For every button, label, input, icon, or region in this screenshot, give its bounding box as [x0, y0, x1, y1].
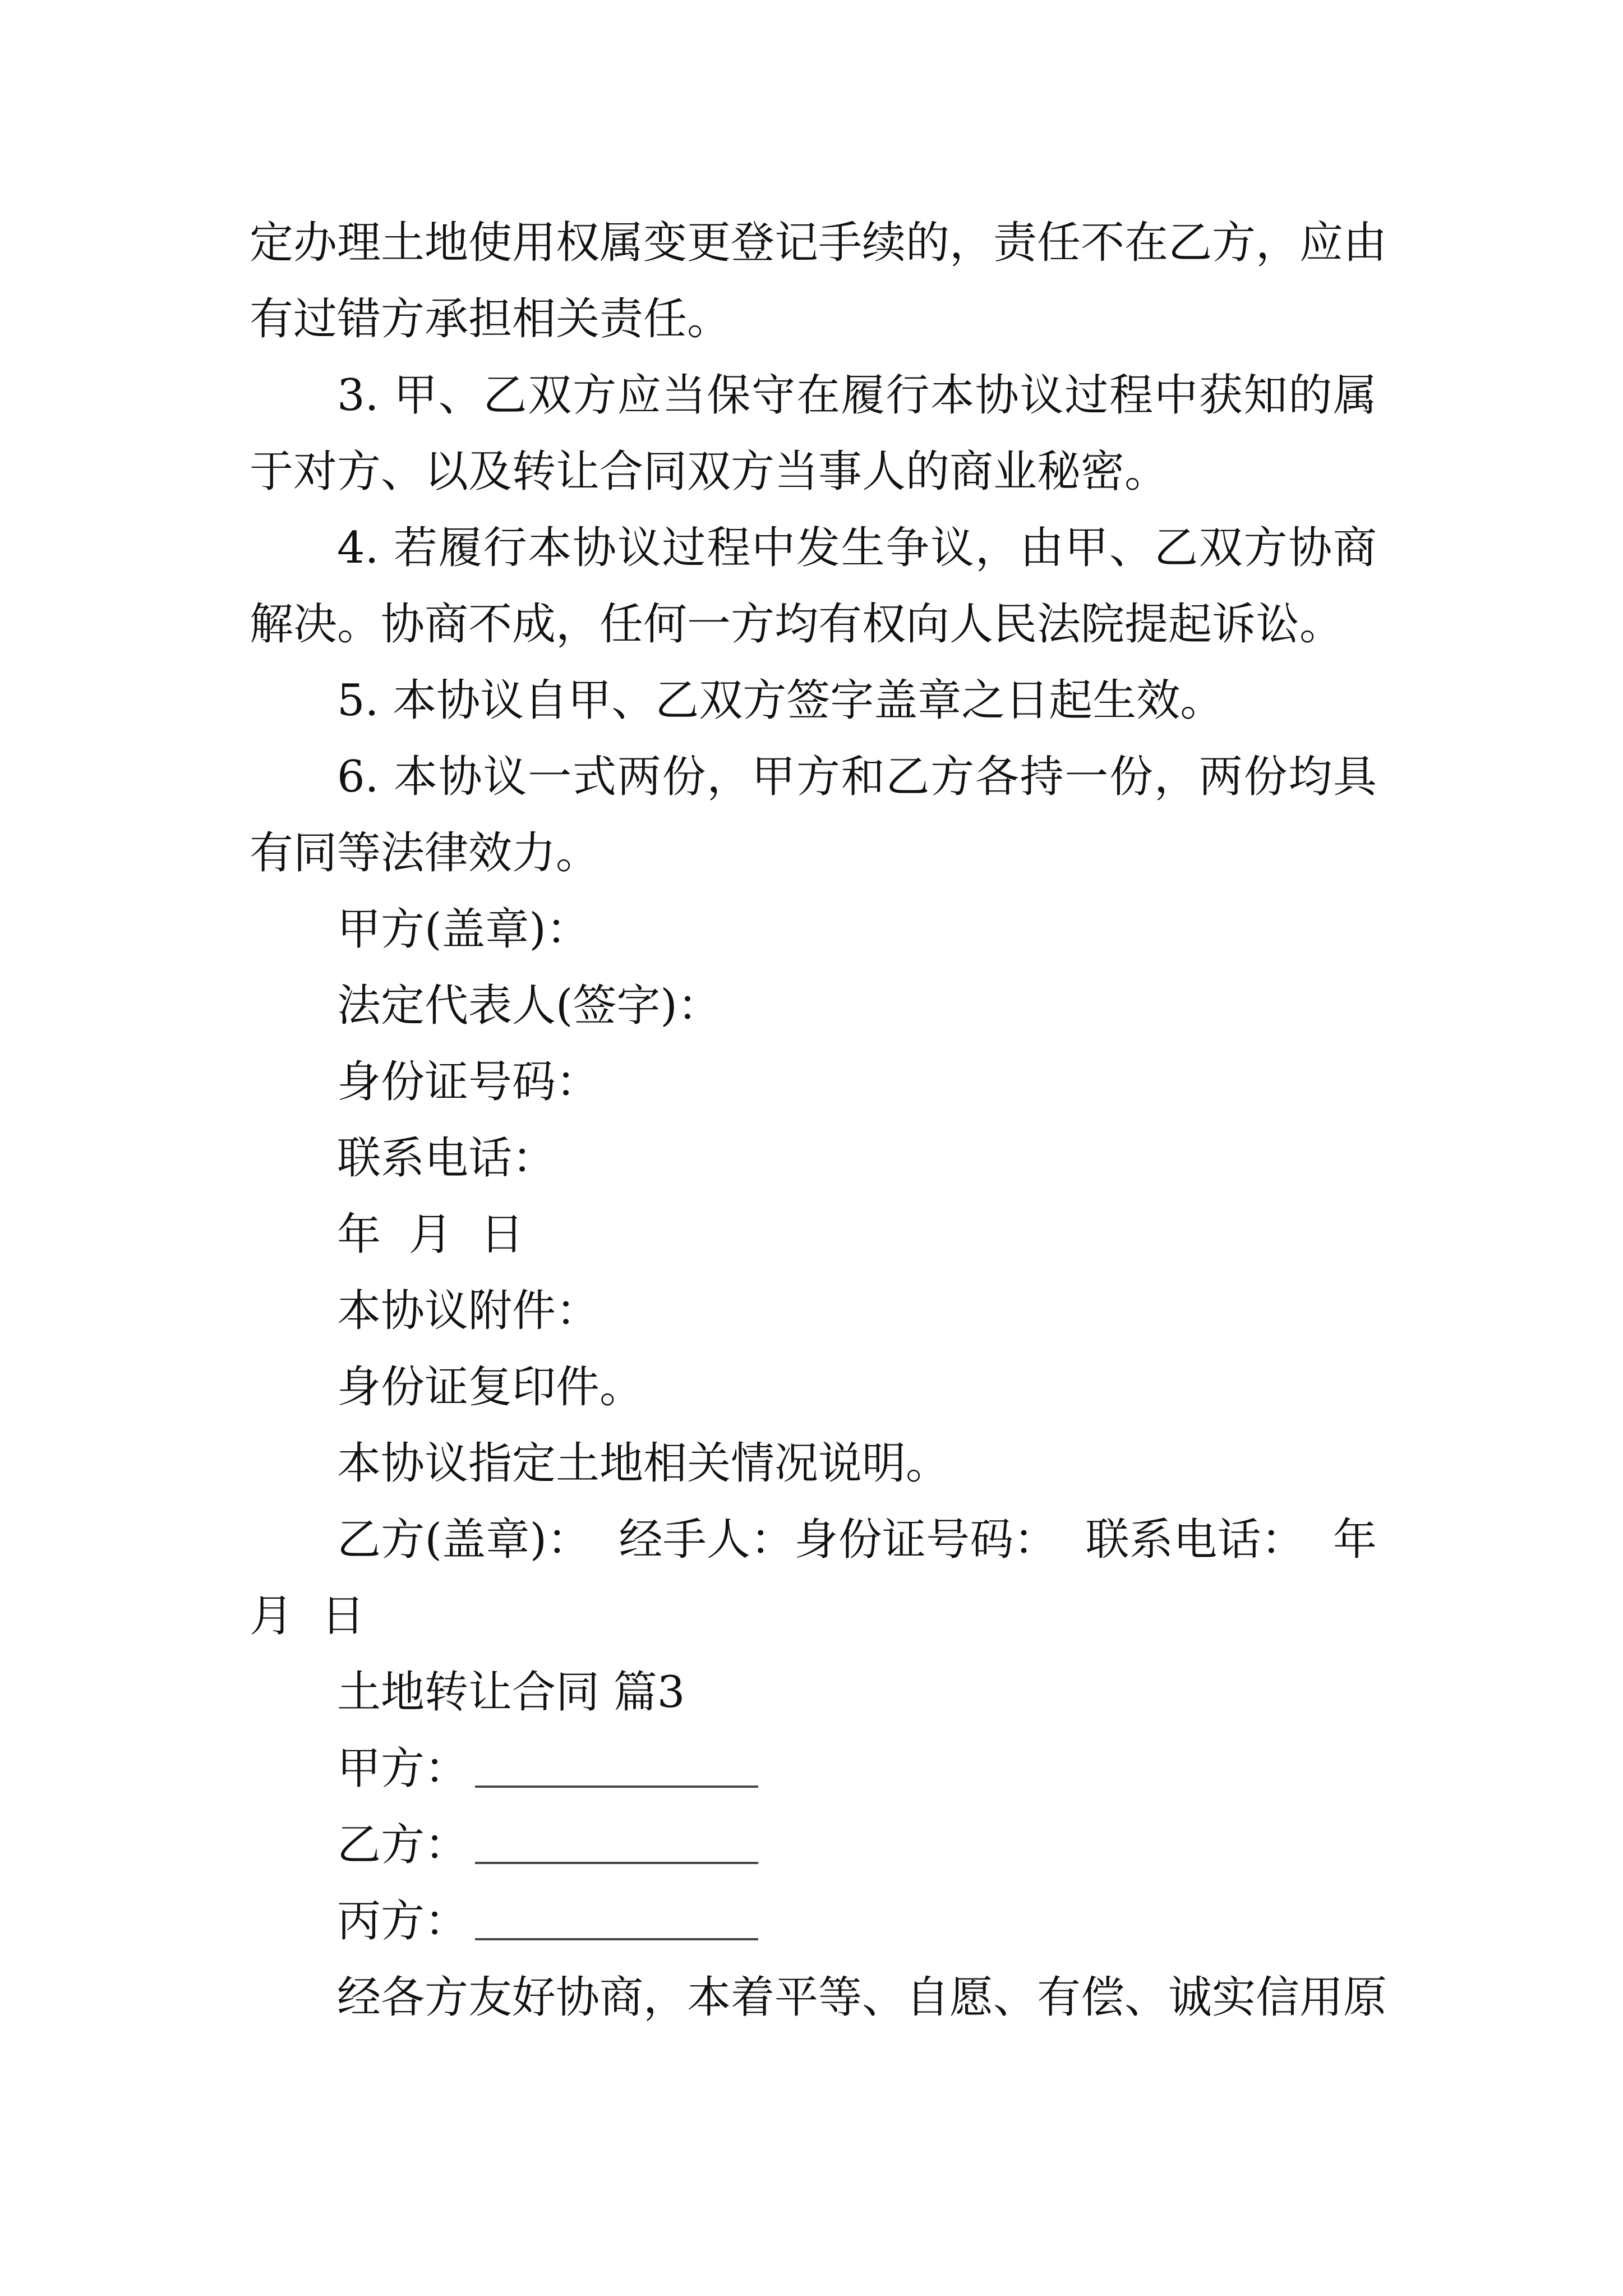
clause-3-line: 3. 甲、乙双方应当保守在履行本协议过程中获知的属 — [337, 370, 1377, 421]
attachment-item: 身份证复印件。 — [337, 1362, 644, 1412]
paragraph-line: 月 日 — [250, 1591, 365, 1641]
section-title: 土地转让合同 篇3 — [337, 1667, 685, 1718]
legal-representative-label: 法定代表人(签字)： — [337, 981, 721, 1031]
party-a-label: 甲方： — [337, 1743, 469, 1794]
id-number-label: 身份证号码： — [337, 1057, 600, 1107]
attachment-item: 本协议指定土地相关情况说明。 — [337, 1438, 950, 1489]
paragraph-line: 有同等法律效力。 — [250, 828, 600, 878]
paragraph-line: 定办理土地使用权属变更登记手续的，责任不在乙方，应由 — [250, 218, 1387, 268]
party-c-field — [250, 1883, 1377, 1959]
party-b-field — [250, 1807, 1377, 1883]
document-body — [250, 205, 1387, 2036]
phone-label: 联系电话： — [337, 1133, 556, 1184]
party-a-field — [250, 1731, 1377, 1807]
attachments-heading: 本协议附件： — [337, 1286, 600, 1336]
clause-5-line: 5. 本协议自甲、乙双方签字盖章之日起生效。 — [337, 675, 1224, 726]
paragraph-line: 解决。协商不成，任何一方均有权向人民法院提起诉讼。 — [250, 599, 1344, 650]
clause-6-line: 6. 本协议一式两份，甲方和乙方各持一份，两份均具 — [337, 752, 1377, 802]
paragraph-line: 于对方、以及转让合同双方当事人的商业秘密。 — [250, 447, 1169, 497]
party-b-signature-line: 乙方(盖章)： 经手人：身份证号码： 联系电话： 年 — [337, 1515, 1377, 1565]
paragraph-line: 有过错方承担相关责任。 — [250, 294, 731, 344]
paragraph-line: 经各方友好协商，本着平等、自愿、有偿、诚实信用原 — [337, 1972, 1387, 2023]
party-a-blank-line — [475, 1786, 758, 1788]
party-c-blank-line — [475, 1938, 758, 1940]
clause-4-line: 4. 若履行本协议过程中发生争议，由甲、乙双方协商 — [337, 523, 1377, 573]
date-label: 年 月 日 — [337, 1209, 524, 1260]
party-b-label: 乙方： — [337, 1820, 469, 1870]
party-b-blank-line — [475, 1862, 758, 1864]
party-a-seal-label: 甲方(盖章)： — [337, 904, 590, 955]
party-c-label: 丙方： — [337, 1896, 469, 1947]
